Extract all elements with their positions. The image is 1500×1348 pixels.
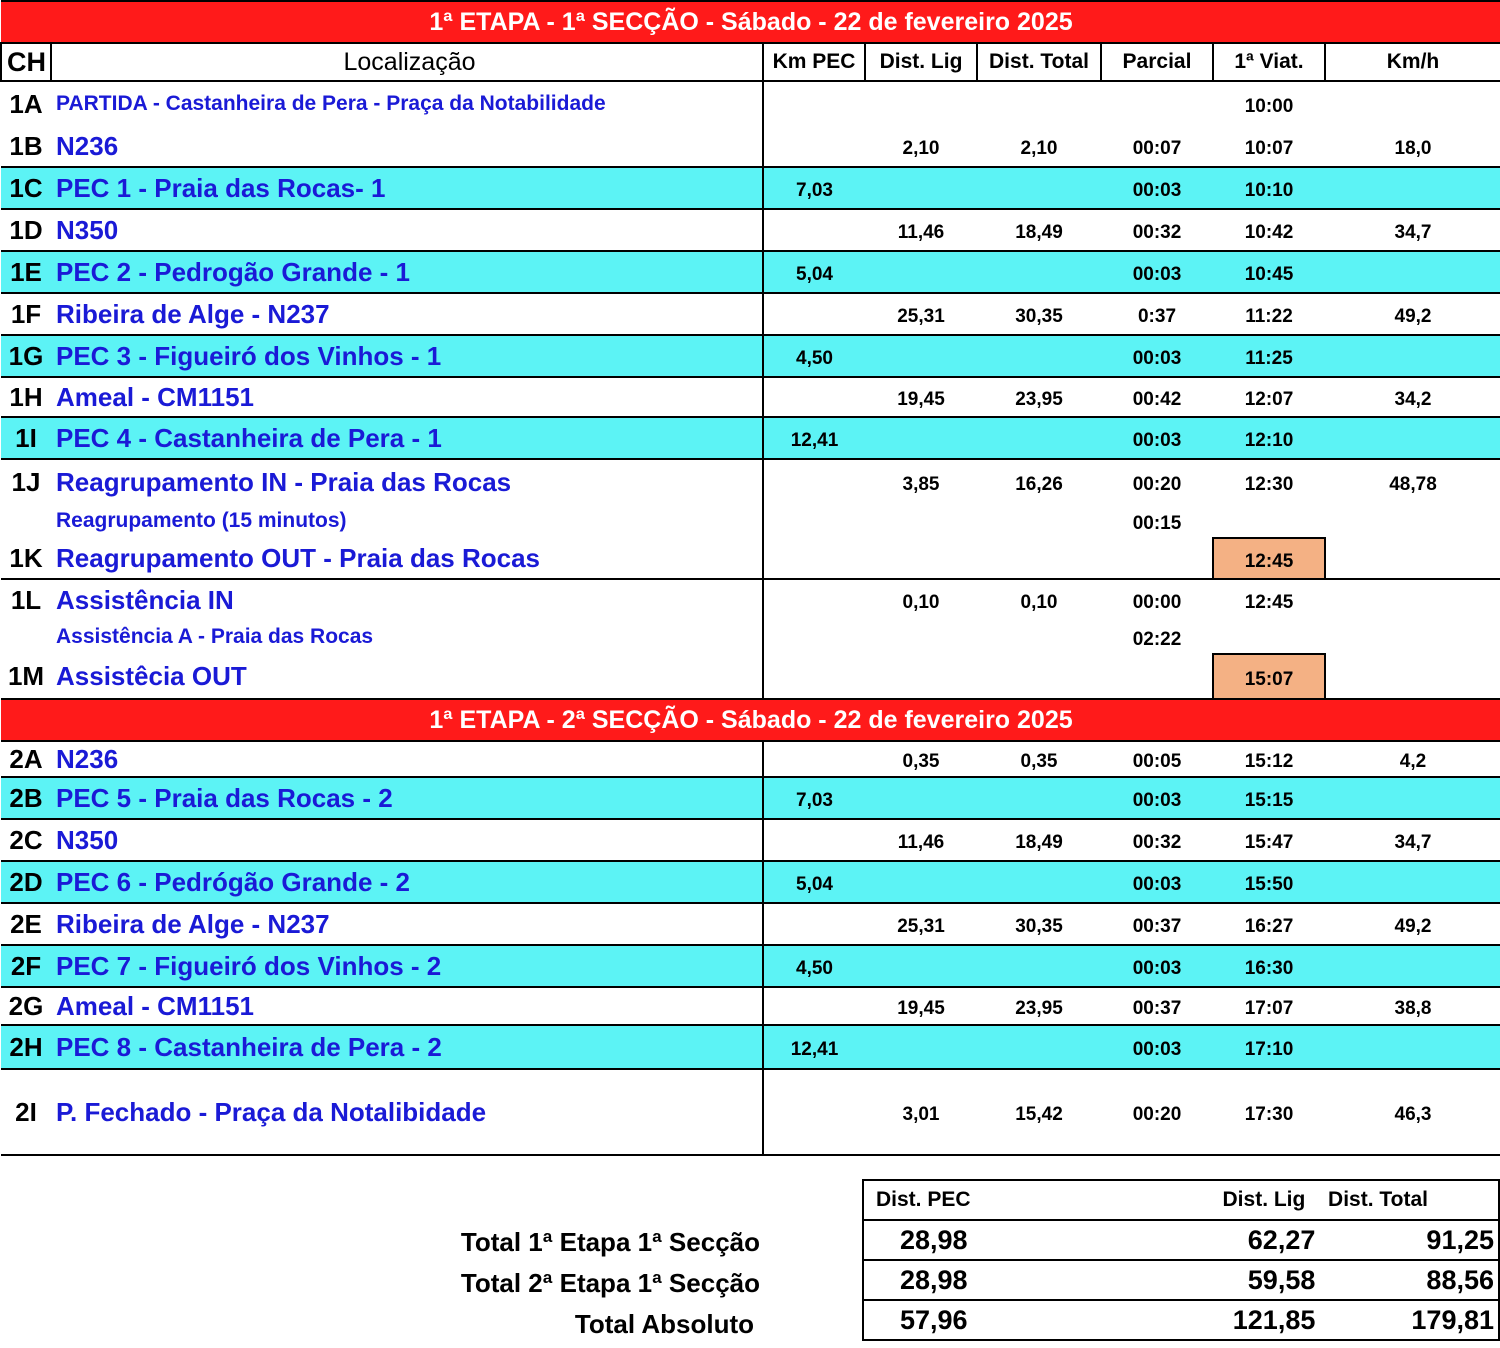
row-kmh [1325,81,1500,126]
row-location: N236 [51,126,763,167]
rows1-row [1,654,1500,699]
row-ch: 1J [11,466,41,497]
header-km-pec: Km PEC [763,43,865,81]
row-location: N350 [51,819,763,861]
row-dist-lig [865,654,977,699]
row-km-pec: 12,41 [763,417,865,459]
header-row [1,43,1500,81]
row-viat [1213,504,1325,538]
row-parcial: 00:03 [1101,335,1213,377]
row-location: Assistência IN [51,579,763,620]
row-ch: 1A [1,81,51,126]
row-viat: 12:45 [1213,538,1325,579]
rows1-row [1,579,1500,620]
row-dist-total: 30,35 [1015,916,1063,937]
row-dist-total [977,81,1101,126]
rows2-row [1,1025,1500,1069]
row-km-pec [763,741,865,777]
row-km-pec [763,504,865,538]
row-viat: 10:10 [1213,167,1325,209]
row-ch: 1L [10,584,42,615]
row-kmh [1325,620,1500,654]
row-dist-lig: 11,46 [897,222,945,243]
row-dist-total: 18,49 [1015,832,1063,853]
row-dist-lig [865,81,977,126]
row-viat: 15:50 [1213,861,1325,903]
row-kmh: 38,8 [1394,998,1432,1019]
row-km-pec: 7,03 [763,777,865,819]
row-km-pec [763,579,865,620]
total1-dist-total: 91,25 [1315,1220,1499,1260]
row-location: PEC 7 - Figueiró dos Vinhos - 2 [51,945,763,987]
row-km-pec [763,620,865,654]
row-dist-lig: 3,85 [902,474,940,495]
row-km-pec [763,209,865,251]
row-viat: 10:07 [1244,138,1294,159]
row-km-pec: 5,04 [763,251,865,293]
row-viat: 15:47 [1244,832,1294,853]
totals-header-dist-pec: Dist. PEC [863,1180,1096,1220]
row-location: Reagrupamento OUT - Praia das Rocas [51,538,763,579]
rows1-row [1,538,1500,579]
row-kmh [1325,1025,1500,1069]
row-ch: 1F [10,298,42,329]
row-parcial: 0:37 [1137,306,1177,327]
row-parcial: 00:03 [1101,251,1213,293]
row-ch: 1I [1,417,51,459]
row-ch: 2G [8,990,44,1021]
row-viat: 12:07 [1244,389,1294,410]
rows1-row [1,81,1500,126]
row-parcial: 00:32 [1132,832,1182,853]
row-dist-total: 0,35 [1020,751,1058,772]
row-viat: 17:10 [1213,1025,1325,1069]
row-dist-total: 18,49 [1015,222,1063,243]
total-label-1: Total 1ª Etapa 1ª Secção [460,1227,760,1257]
header-dist-lig: Dist. Lig [865,43,977,81]
row-dist-total [977,1025,1101,1069]
row-km-pec [763,459,865,504]
row-km-pec [763,1069,865,1155]
row-dist-lig [865,417,977,459]
row-km-pec: 12,41 [763,1025,865,1069]
row-km-pec [763,903,865,945]
row-ch: 2I [1,1069,51,1155]
row-dist-lig: 2,10 [902,138,940,159]
totalabs-dist-lig: 121,85 [1096,1300,1315,1340]
row-viat: 12:30 [1244,474,1294,495]
row-parcial: 00:20 [1101,1069,1213,1155]
row-kmh [1325,335,1500,377]
row-dist-total [977,417,1101,459]
row-dist-total [977,945,1101,987]
row-parcial [1101,81,1213,126]
total-label-abs: Total Absoluto [574,1309,754,1339]
row-km-pec: 4,50 [763,945,865,987]
row-dist-total: 15,42 [977,1069,1101,1155]
row-ch: 1G [1,335,51,377]
row-ch: 2E [10,908,42,939]
row-ch: 1B [9,130,43,161]
row-ch [1,504,51,538]
row-location: PARTIDA - Castanheira de Pera - Praça da Notabilidade [51,81,763,126]
row-dist-lig: 25,31 [897,916,945,937]
row-viat: 12:10 [1213,417,1325,459]
row-parcial: 00:32 [1132,222,1182,243]
row-dist-lig [865,777,977,819]
row-parcial: 02:22 [1132,629,1182,650]
row-km-pec: 4,50 [763,335,865,377]
rows1-row [1,251,1500,293]
row-ch: 2A [9,743,43,774]
row-viat: 11:25 [1213,335,1325,377]
row-location: Reagrupamento (15 minutos) [51,504,763,538]
row-kmh [1325,504,1500,538]
totalabs-dist-pec: 57,96 [863,1300,1096,1340]
row-parcial: 00:15 [1132,513,1182,534]
total1-dist-pec: 28,98 [863,1220,1096,1260]
row-km-pec [763,81,865,126]
row-location: Ameal - CM1151 [51,987,763,1025]
row-dist-lig [865,335,977,377]
row-kmh [1325,579,1500,620]
row-kmh [1325,945,1500,987]
rows1-row [1,504,1500,538]
row-viat: 10:42 [1244,222,1294,243]
row-parcial: 00:05 [1132,751,1182,772]
row-location: PEC 5 - Praia das Rocas - 2 [51,777,763,819]
section2-body [1,741,1500,1155]
rows2-row [1,903,1500,945]
row-viat: 16:30 [1213,945,1325,987]
row-parcial: 00:42 [1132,389,1182,410]
row-parcial: 00:37 [1132,916,1182,937]
row-parcial: 00:37 [1132,998,1182,1019]
row-viat [1213,620,1325,654]
row-kmh: 49,2 [1394,306,1432,327]
row-location: N350 [51,209,763,251]
total2-dist-total: 88,56 [1315,1260,1499,1300]
row-dist-total [977,251,1101,293]
row-location: Assistência A - Praia das Rocas [51,620,763,654]
section2-title: 1ª ETAPA - 2ª SECÇÃO - Sábado - 22 de fevereiro 2025 [1,699,1500,741]
row-dist-lig: 25,31 [897,306,945,327]
row-ch: 2H [1,1025,51,1069]
header-viat: 1ª Viat. [1213,43,1325,81]
row-kmh: 34,7 [1394,222,1432,243]
rows2-row [1,819,1500,861]
row-parcial: 00:03 [1101,167,1213,209]
row-kmh: 18,0 [1394,138,1432,159]
row-ch: 1C [1,167,51,209]
row-dist-lig: 0,10 [902,592,940,613]
row-kmh [1325,654,1500,699]
row-location: PEC 3 - Figueiró dos Vinhos - 1 [51,335,763,377]
total1-dist-lig: 62,27 [1096,1220,1315,1260]
row-location: PEC 2 - Pedrogão Grande - 1 [51,251,763,293]
row-viat: 15:12 [1244,751,1294,772]
header-kmh: Km/h [1325,43,1500,81]
rows2-row [1,1069,1500,1155]
section2-title-row [1,699,1500,741]
total2-dist-lig: 59,58 [1096,1260,1315,1300]
row-location: N236 [51,741,763,777]
row-viat: 16:27 [1244,916,1294,937]
row-parcial [1101,654,1213,699]
row-dist-lig [865,1025,977,1069]
row-kmh [1325,538,1500,579]
section1-body [1,81,1500,699]
row-dist-lig: 19,45 [897,998,945,1019]
row-location: PEC 1 - Praia das Rocas- 1 [51,167,763,209]
rows2-row [1,987,1500,1025]
row-dist-lig: 19,45 [897,389,945,410]
row-dist-total: 0,10 [1020,592,1058,613]
row-dist-lig: 0,35 [902,751,940,772]
row-ch: 1H [9,381,43,412]
row-viat: 15:07 [1213,654,1325,699]
row-dist-lig [865,861,977,903]
row-viat: 11:22 [1245,306,1293,327]
row-kmh: 34,7 [1394,832,1432,853]
row-ch [1,620,51,654]
row-viat: 10:00 [1213,81,1325,126]
row-kmh: 4,2 [1399,751,1427,772]
totals-header-row [863,1180,1499,1220]
totals-header-dist-total: Dist. Total [1315,1180,1499,1220]
row-parcial: 00:03 [1101,945,1213,987]
header-localizacao: Localização [51,43,763,81]
row-dist-total: 23,95 [1015,998,1063,1019]
row-ch: 1M [7,660,45,691]
total-label-2: Total 2ª Etapa 1ª Secção [460,1268,760,1298]
row-ch: 2F [1,945,51,987]
row-kmh [1325,251,1500,293]
totals-row-2 [863,1260,1499,1300]
row-parcial: 00:07 [1132,138,1182,159]
row-parcial [1101,538,1213,579]
row-dist-lig [865,945,977,987]
row-kmh: 46,3 [1325,1069,1500,1155]
rows1-row [1,417,1500,459]
row-kmh: 48,78 [1389,474,1437,495]
row-dist-lig [865,167,977,209]
row-location: Ribeira de Alge - N237 [51,293,763,335]
row-km-pec [763,293,865,335]
row-dist-total [977,335,1101,377]
rows1-row [1,459,1500,504]
rows2-row [1,777,1500,819]
row-viat: 12:45 [1244,592,1294,613]
row-location: Ribeira de Alge - N237 [51,903,763,945]
row-dist-total: 23,95 [1015,389,1063,410]
row-ch: 1E [1,251,51,293]
totals-table [862,1179,1500,1341]
row-parcial: 00:20 [1132,474,1182,495]
rows2-row [1,741,1500,777]
row-location: Reagrupamento IN - Praia das Rocas [51,459,763,504]
rows1-row [1,126,1500,167]
row-dist-total [977,777,1101,819]
row-km-pec [763,126,865,167]
row-location: Ameal - CM1151 [51,377,763,417]
row-ch: 2C [9,824,43,855]
row-parcial: 00:03 [1101,861,1213,903]
row-dist-total [977,167,1101,209]
row-location: PEC 8 - Castanheira de Pera - 2 [51,1025,763,1069]
row-dist-lig [865,538,977,579]
row-kmh: 34,2 [1394,389,1432,410]
header-ch: CH [1,43,51,81]
row-viat: 10:45 [1213,251,1325,293]
row-dist-lig [865,620,977,654]
row-dist-total: 30,35 [1015,306,1063,327]
row-parcial: 00:03 [1101,1025,1213,1069]
row-viat: 17:30 [1213,1069,1325,1155]
row-ch: 2D [1,861,51,903]
row-km-pec: 7,03 [763,167,865,209]
totals-header-dist-lig: Dist. Lig [1096,1180,1315,1220]
rows2-row [1,861,1500,903]
row-dist-total [977,861,1101,903]
row-parcial: 00:00 [1132,592,1182,613]
total2-dist-pec: 28,98 [863,1260,1096,1300]
row-dist-total [977,538,1101,579]
row-ch: 2B [1,777,51,819]
row-ch: 1D [9,214,43,245]
row-km-pec [763,377,865,417]
rows1-row [1,167,1500,209]
section1-title: 1ª ETAPA - 1ª SECÇÃO - Sábado - 22 de fevereiro 2025 [1,1,1500,43]
row-dist-lig: 3,01 [865,1069,977,1155]
row-km-pec [763,819,865,861]
row-dist-lig: 11,46 [897,832,945,853]
rows1-row [1,293,1500,335]
row-kmh [1325,777,1500,819]
row-dist-total: 2,10 [1020,138,1058,159]
row-kmh [1325,861,1500,903]
totals-row-1 [863,1220,1499,1260]
row-km-pec [763,538,865,579]
row-dist-total: 16,26 [1015,474,1063,495]
row-kmh [1325,417,1500,459]
rows1-row [1,377,1500,417]
row-dist-total [977,620,1101,654]
section1-title-row [1,1,1500,43]
header-dist-total: Dist. Total [977,43,1101,81]
row-km-pec [763,987,865,1025]
row-ch: 1K [1,538,51,579]
header-parcial: Parcial [1101,43,1213,81]
row-dist-lig [865,251,977,293]
row-dist-lig [865,504,977,538]
rows1-row [1,620,1500,654]
row-km-pec [763,654,865,699]
row-location: P. Fechado - Praça da Notalibidade [51,1069,763,1155]
row-location: PEC 4 - Castanheira de Pera - 1 [51,417,763,459]
row-location: Assistêcia OUT [51,654,763,699]
row-kmh [1325,167,1500,209]
row-km-pec: 5,04 [763,861,865,903]
row-parcial: 00:03 [1101,417,1213,459]
row-viat: 17:07 [1244,998,1294,1019]
rows1-row [1,209,1500,251]
row-dist-total [977,654,1101,699]
row-location: PEC 6 - Pedrógão Grande - 2 [51,861,763,903]
row-viat: 15:15 [1213,777,1325,819]
row-dist-total [977,504,1101,538]
totalabs-dist-total: 179,81 [1315,1300,1499,1340]
rows2-row [1,945,1500,987]
totals-row-abs [863,1300,1499,1340]
rows1-row [1,335,1500,377]
row-kmh: 49,2 [1394,916,1432,937]
row-parcial: 00:03 [1101,777,1213,819]
